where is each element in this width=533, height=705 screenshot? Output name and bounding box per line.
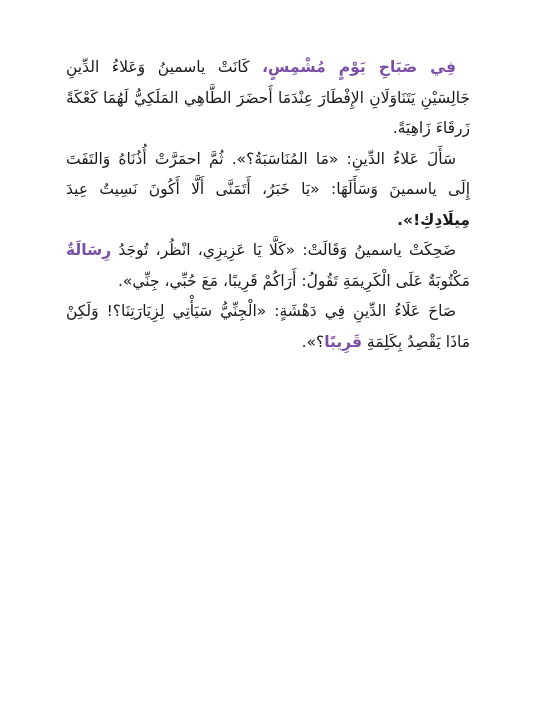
paragraph-4 bbox=[66, 296, 470, 357]
paragraph-3 bbox=[66, 235, 470, 296]
highlight-sunny-morning: فِي صَبَاحِ يَوْمٍ مُشْمِسٍ، bbox=[262, 58, 456, 76]
paragraph-1 bbox=[66, 52, 470, 144]
highlight-message: رِسَالَةٌ bbox=[66, 241, 112, 259]
paragraph-2 bbox=[66, 144, 470, 236]
paragraph-2-text: سَأَلَ عَلاءُ الدِّينِ: «مَا المُنَاسَبَةُ؟». ثُمَّ احمَرَّتْ أُذُنَاهُ وَالتَفَتَ إِلَى ياسمينَ وَسَأَلَهَا: «يَا خَبَرُ، أَتَمَنَّى أَلَّا أَكُونَ نَسِيتُ عِيدَ bbox=[66, 149, 470, 198]
paragraph-2-bold-end: مِيلَادِكِ!». bbox=[397, 210, 470, 229]
paragraph-1-text: كَانَتْ ياسمينُ وَعَلاءُ الدِّينِ جَالِسَيْنِ يَتَنَاوَلَانِ الإِفْطَارَ عِنْدَمَا أَحضَرَ الطَّاهِي المَلَكِيُّ لَهُمَا كَعْكَةً زَرقَاءَ زَاهِيَةً. bbox=[66, 58, 470, 137]
paragraph-3-text-after: مَكْتُوبَةٌ عَلَى الْكَرِيمَةِ تَقُولُ: أَرَاكُمْ قَرِيبًا، مَعَ حُبِّي، جِنِّي». bbox=[117, 271, 470, 290]
paragraph-3-text: ضَحِكَتْ ياسمينُ وَقَالَتْ: «كَلَّا يَا عَزِيزِي، انْظُر، تُوجَدُ bbox=[111, 241, 456, 259]
highlight-soon: قَرِيبًا bbox=[324, 332, 362, 351]
paragraph-4-text-after: ؟». bbox=[301, 332, 325, 351]
story-text bbox=[66, 52, 470, 357]
paragraph-4-text: صَاحَ عَلَاءُ الدِّينِ فِي دَهْشَةٍ: «الْجِنِّيُّ سَيَأْتِي لِزِيَارَتِنَا؟! وَلَكِنْ مَاذَا يَقْصِدُ بِكَلِمَةِ bbox=[66, 302, 470, 351]
